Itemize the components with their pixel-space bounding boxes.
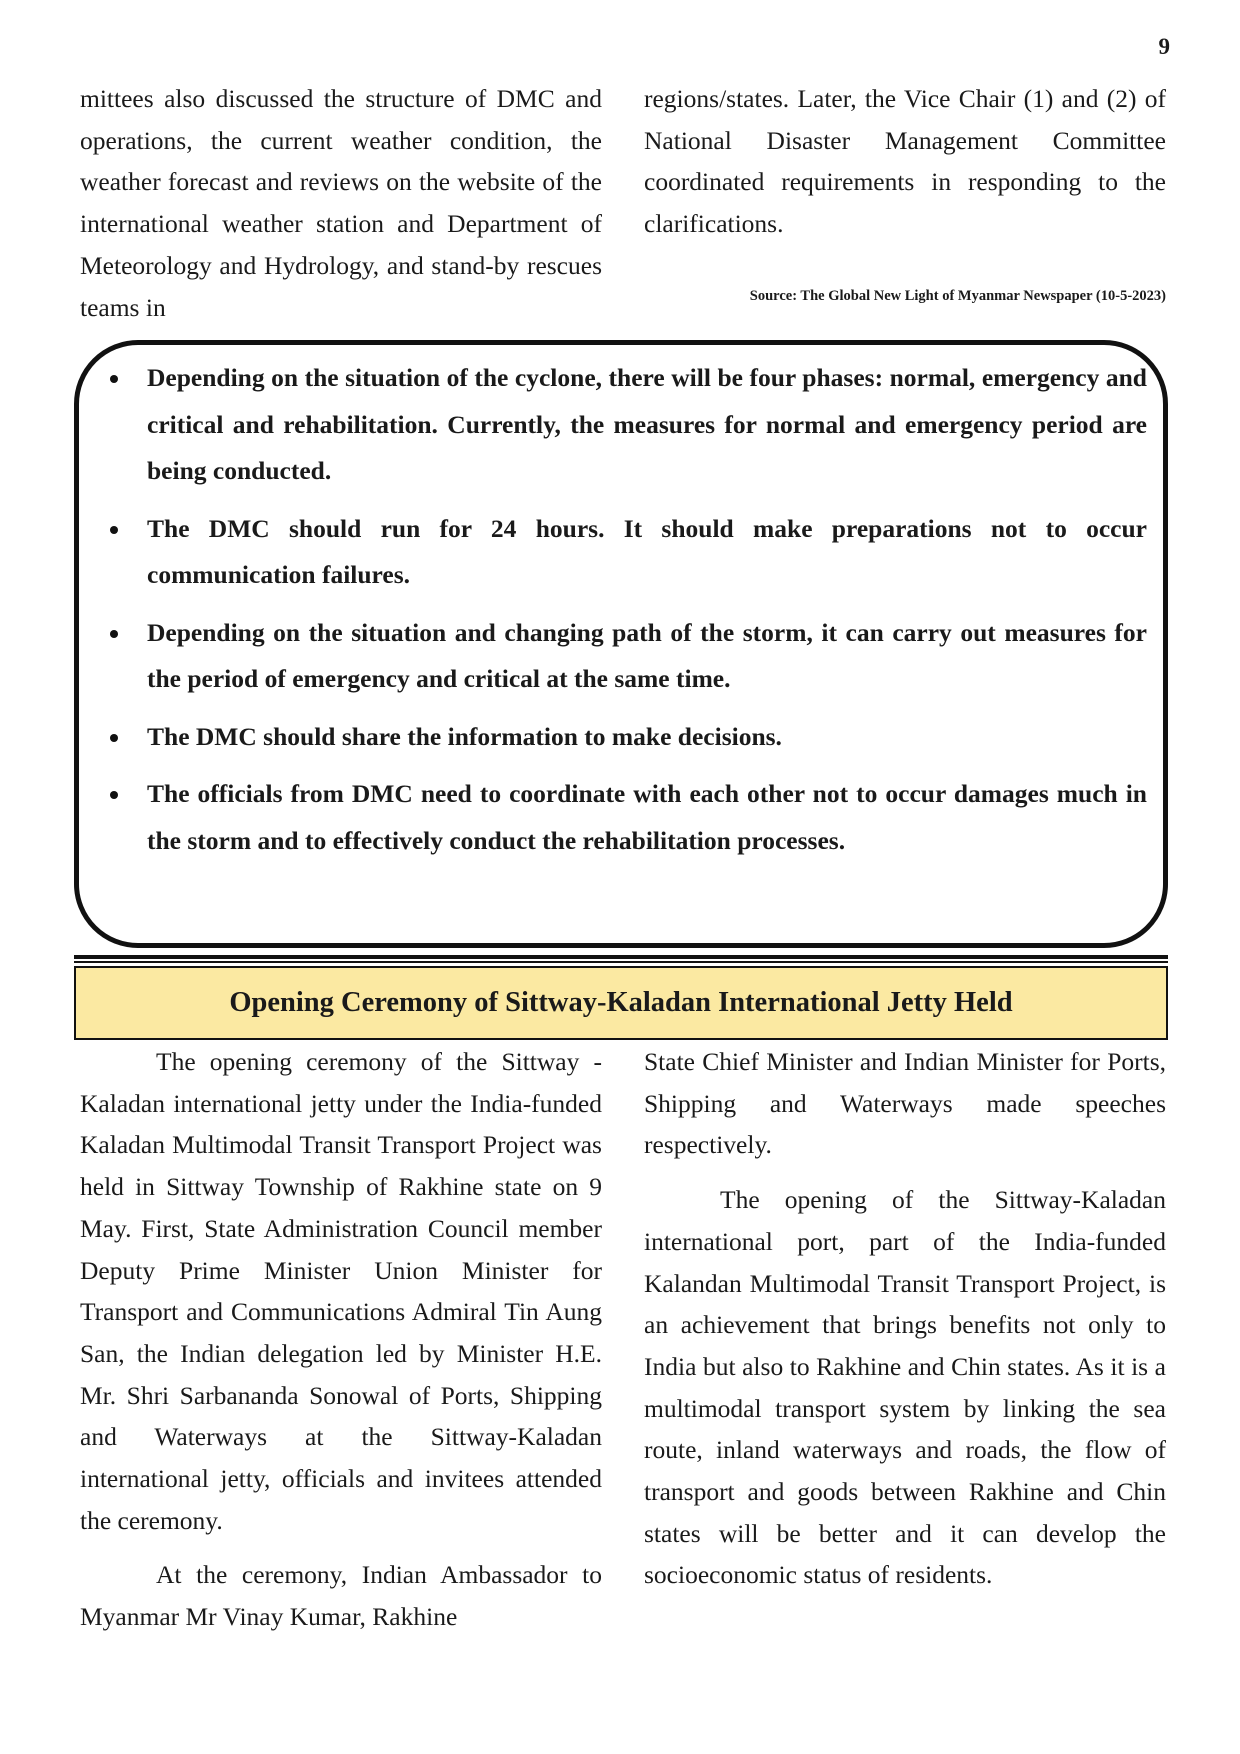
article-paragraph: At the ceremony, Indian Ambassador to Myanmar Mr Vinay Kumar, Rakhine bbox=[80, 1560, 602, 1632]
article-paragraph: The opening of the Sittway-Kaladan international port, part of the India-funded Kalandan Multimodal Transit Transport Project, is an achievement that brings benefits not only to India but also to Rakhine and Chin states. As it is a multimodal transport system by linking the sea route, inland waterways and roads, the flow of transport and goods between Rakhine and Chin states will be better and it can develop the socioeconomic status of residents. bbox=[644, 1185, 1166, 1590]
top-article-left-text: mittees also discussed the structure of DMC and operations, the current weather condition, the weather forecast and reviews on the website of the international weather station and Department of Meteorology and Hydrology, and stand-by rescues teams in bbox=[80, 84, 602, 322]
page-number: 9 bbox=[1158, 34, 1170, 59]
article-paragraph: The opening ceremony of the Sittway -Kaladan international jetty under the India-funded Kaladan Multimodal Transit Transport Project was held in Sittway Township of Rakhine state on 9 May. First, State Administration Council member Deputy Prime Minister Union Minister for Transport and Communications Admiral Tin Aung San, the Indian delegation led by Minister H.E. Mr. Shri Sarbananda Sonowal of Ports, Shipping and Waterways at the Sittway-Kaladan international jetty, officials and invitees attended the ceremony. bbox=[80, 1047, 602, 1535]
top-article-left-column bbox=[80, 78, 602, 328]
top-article-right-text: regions/states. Later, the Vice Chair (1) and (2) of National Disaster Management Committee coordinated requirements in responding to the clarifications. bbox=[644, 84, 1166, 239]
key-points-callout-box bbox=[74, 340, 1168, 948]
key-point-item: The officials from DMC need to coordinate with each other not to occur damages much in the storm and to effectively conduct the rehabilitation processes. bbox=[147, 771, 1147, 864]
key-point-item: The DMC should share the information to make decisions. bbox=[147, 714, 1147, 761]
top-article-right-column bbox=[644, 78, 1166, 245]
source-citation: Source: The Global New Light of Myanmar Newspaper (10-5-2023) bbox=[749, 288, 1166, 304]
section-divider-thin bbox=[74, 961, 1168, 963]
key-point-item: Depending on the situation of the cyclone, there will be four phases: normal, emergency and critical and rehabilitation. Currently, the measures for normal and emergency period are being conducted. bbox=[147, 355, 1147, 495]
article-paragraph: State Chief Minister and Indian Minister for Ports, Shipping and Waterways made speeches respectively. bbox=[644, 1047, 1166, 1160]
key-points-list bbox=[147, 355, 1147, 875]
article-title: Opening Ceremony of Sittway-Kaladan International Jetty Held bbox=[74, 966, 1168, 1040]
key-point-item: Depending on the situation and changing path of the storm, it can carry out measures for the period of emergency and critical at the same time. bbox=[147, 610, 1147, 703]
key-point-item: The DMC should run for 24 hours. It should make preparations not to occur communication failures. bbox=[147, 506, 1147, 599]
section-divider-thick bbox=[74, 955, 1168, 959]
article-right-column bbox=[644, 1041, 1166, 1596]
article-left-column bbox=[80, 1041, 602, 1638]
